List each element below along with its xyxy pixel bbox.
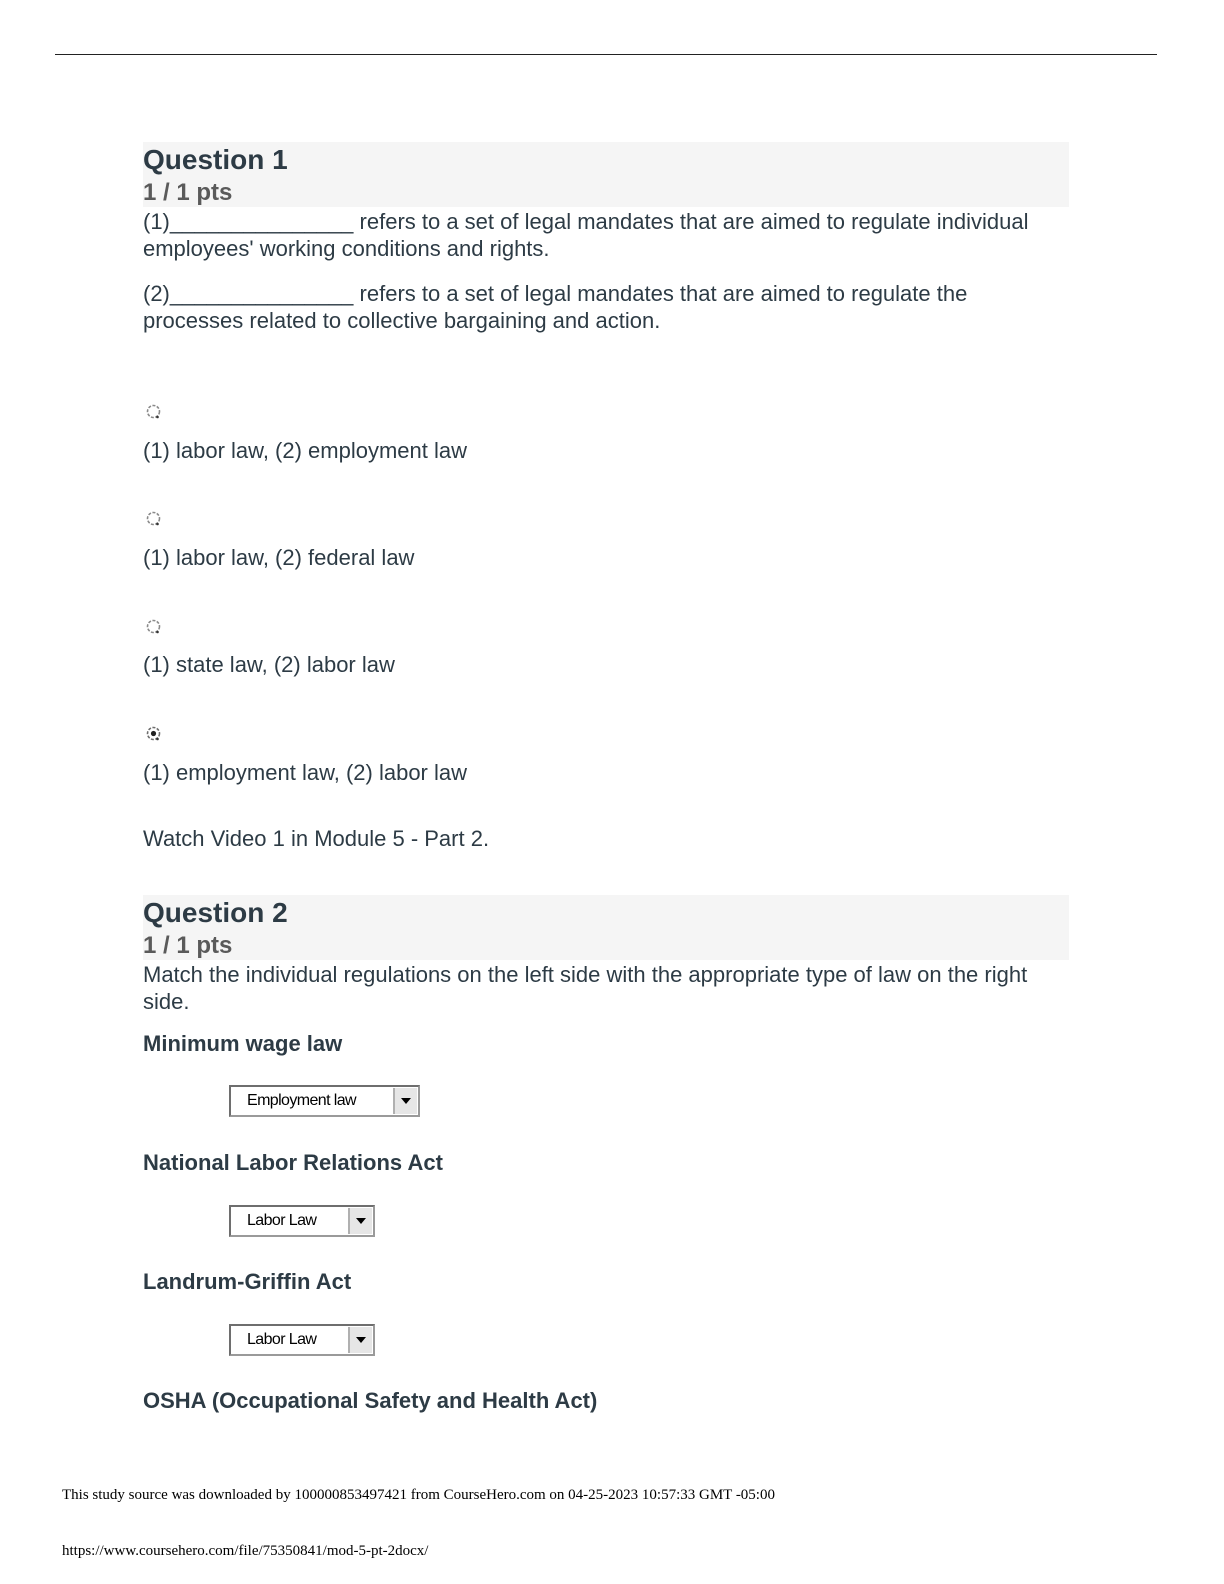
match-select-minimum-wage[interactable]: [229, 1085, 420, 1117]
option-3-label[interactable]: (1) state law, (2) labor law: [143, 652, 395, 677]
top-divider: [55, 54, 1157, 55]
question-1-title: Question 1: [143, 144, 288, 175]
match-item-label: OSHA (Occupational Safety and Health Act): [143, 1388, 598, 1413]
question-2-prompt: Match the individual regulations on the left side with the appropriate type of law on the right side.: [143, 962, 1028, 1014]
chevron-down-icon: [400, 1097, 412, 1105]
question-2-points: 1 / 1 pts: [143, 932, 233, 959]
chevron-down-icon: [355, 1217, 367, 1225]
select-value: Labor Law: [247, 1212, 317, 1229]
radio-unselected-icon[interactable]: [146, 511, 161, 526]
footer-source-line: This study source was downloaded by 100000853497421 from CourseHero.com on 04-25-2023 10:57:33 GMT -05:00: [62, 1487, 775, 1503]
footer-url[interactable]: https://www.coursehero.com/file/75350841/mod-5-pt-2docx/: [62, 1543, 429, 1559]
select-value: Labor Law: [247, 1331, 317, 1348]
dropdown-button[interactable]: [393, 1088, 417, 1114]
radio-selected-icon[interactable]: [146, 726, 161, 741]
dropdown-button[interactable]: [348, 1208, 372, 1234]
select-value: Employment law: [247, 1092, 356, 1109]
match-select-nlra[interactable]: [229, 1205, 375, 1237]
match-item-label: National Labor Relations Act: [143, 1150, 443, 1175]
match-item-label: Minimum wage law: [143, 1031, 343, 1056]
option-1-label[interactable]: (1) labor law, (2) employment law: [143, 438, 468, 463]
question-1-prompt-2: (2)_______________ refers to a set of legal mandates that are aimed to regulate the processes related to collective bargaining and action.: [143, 281, 968, 333]
radio-unselected-icon[interactable]: [146, 619, 161, 634]
dropdown-button[interactable]: [348, 1327, 372, 1353]
option-2-label[interactable]: (1) labor law, (2) federal law: [143, 545, 415, 570]
question-2-title: Question 2: [143, 897, 288, 928]
match-select-landrum-griffin[interactable]: [229, 1324, 375, 1356]
question-1-points: 1 / 1 pts: [143, 179, 233, 206]
option-4-label[interactable]: (1) employment law, (2) labor law: [143, 760, 468, 785]
question-1-prompt-1: (1)_______________ refers to a set of legal mandates that are aimed to regulate individual employees' working conditions and rights.: [143, 209, 1029, 261]
chevron-down-icon: [355, 1336, 367, 1344]
radio-unselected-icon[interactable]: [146, 404, 161, 419]
match-item-label: Landrum-Griffin Act: [143, 1269, 352, 1294]
question-1-feedback: Watch Video 1 in Module 5 - Part 2.: [143, 826, 490, 851]
